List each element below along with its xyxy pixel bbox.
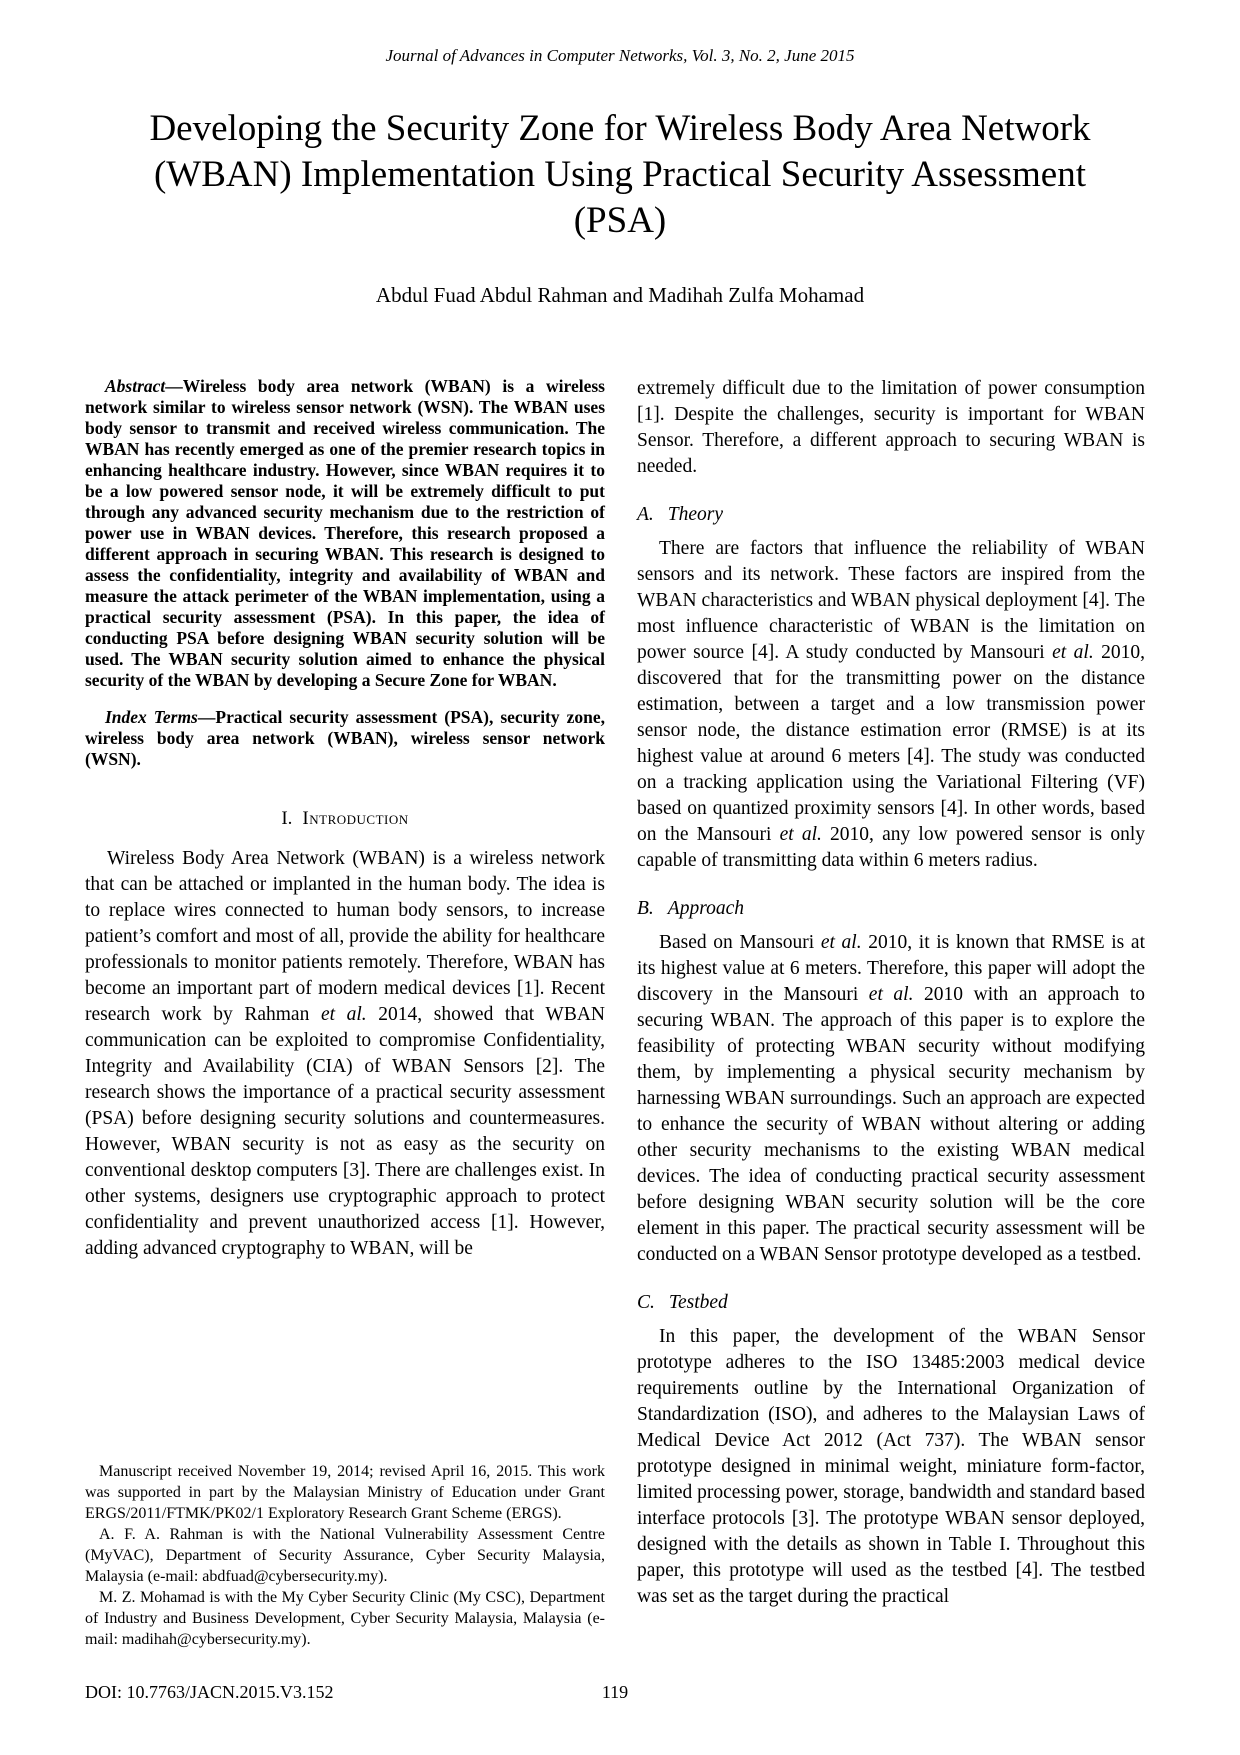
section-number: I. bbox=[281, 808, 293, 829]
section-title: Introduction bbox=[302, 808, 409, 829]
footnote-author-2: M. Z. Mohamad is with the My Cyber Security Clinic (My CSC), Department of Industry and Business Development, Cyber Security Malaysia, Malaysia (e-mail: madihah@cybersecurity.my). bbox=[85, 1589, 605, 1648]
abstract-label: Abstract bbox=[105, 376, 166, 396]
footnote-author-1: A. F. A. Rahman is with the National Vulnerability Assessment Centre (MyVAC), Department of Security Assurance, Cyber Security Malaysia, Malaysia (e-mail: abdfuad@cybersecurity.my). bbox=[85, 1526, 605, 1585]
journal-header: Journal of Advances in Computer Networks, Vol. 3, No. 2, June 2015 bbox=[385, 46, 855, 65]
index-terms-label: Index Terms bbox=[105, 707, 198, 727]
subsection-letter: B. bbox=[637, 898, 654, 919]
subsection-heading-approach bbox=[637, 898, 1145, 920]
index-terms-text: —Practical security assessment (PSA), security zone, wireless body area network (WBAN), wireless sensor network (WSN). bbox=[85, 707, 605, 769]
footnote-block bbox=[85, 1461, 605, 1650]
column-left bbox=[85, 376, 605, 1650]
column-right bbox=[637, 376, 1145, 1650]
subsection-letter: A. bbox=[637, 504, 654, 525]
two-column-body bbox=[85, 376, 1145, 1650]
testbed-paragraph: In this paper, the development of the WBAN Sensor prototype adheres to the ISO 13485:2003 medical device requirements outline by the International Organization of Standardization (ISO), and adheres to the Malaysian Laws of Medical Device Act 2012 (Act 737). The WBAN sensor prototype designed in minimal weight, miniature form-factor, limited processing power, storage, bandwidth and standard based interface protocols [3]. The prototype WBAN sensor deployed, designed with the details as shown in Table I. Throughout this paper, this prototype will used as the testbed [4]. The testbed was set as the target during the practical bbox=[637, 1326, 1145, 1607]
abstract-paragraph bbox=[85, 376, 605, 691]
abstract-text: —Wireless body area network (WBAN) is a wireless network similar to wireless sensor network (WSN). The WBAN uses body sensor to transmit and received wireless communication. The WBAN has recently emerged as one of the premier research topics in enhancing healthcare industry. However, since WBAN requires it to be a low powered sensor node, it will be extremely difficult to put through any advanced security mechanism due to the restriction of power use in WBAN devices. Therefore, this research proposed a different approach in securing WBAN. This research is designed to assess the confidentiality, integrity and availability of WBAN and measure the attack perimeter of the WBAN implementation, using a practical security assessment (PSA). In this paper, the idea of conducting PSA before designing WBAN security solution will be used. The WBAN security solution aimed to enhance the physical security of the WBAN by developing a Secure Zone for WBAN. bbox=[85, 376, 605, 690]
approach-paragraph: Based on Mansouri et al. 2010, it is known that RMSE is at its highest value at 6 meters. Therefore, this paper will adopt the discovery in the Mansouri et al. 2010 with an approach to securing WBAN. The approach of this paper is to explore the feasibility of protecting WBAN security without modifying them, by implementing a physical security mechanism by harnessing WBAN surroundings. Such an approach are expected to enhance the security of WBAN without altering or adding other security mechanisms to the existing WBAN medical devices. The idea of conducting practical security assessment before designing WBAN security solution will be the core element in this paper. The practical security assessment will be conducted on a WBAN Sensor prototype developed as a testbed. bbox=[637, 932, 1145, 1265]
paper-title: Developing the Security Zone for Wireless Body Area Network (WBAN) Implementation Using Practical Security Assessment (PSA) bbox=[149, 108, 1091, 241]
index-terms-paragraph bbox=[85, 707, 605, 770]
page-number: 119 bbox=[601, 1682, 629, 1702]
footer-doi: DOI: 10.7763/JACN.2015.V3.152 bbox=[85, 1682, 334, 1702]
authors-line: Abdul Fuad Abdul Rahman and Madihah Zulfa Mohamad bbox=[375, 283, 865, 307]
footnote-manuscript: Manuscript received November 19, 2014; revised April 16, 2015. This work was supported in part by the Malaysian Ministry of Education under Grant ERGS/2011/FTMK/PK02/1 Exploratory Research Grant Scheme (ERGS). bbox=[85, 1463, 605, 1522]
subsection-title: Theory bbox=[667, 504, 724, 525]
continuation-paragraph: extremely difficult due to the limitation of power consumption [1]. Despite the challenges, security is important for WBAN Sensor. Therefore, a different approach to securing WBAN is needed. bbox=[637, 378, 1145, 477]
subsection-title: Approach bbox=[667, 898, 744, 919]
subsection-heading-testbed bbox=[637, 1292, 1145, 1314]
theory-paragraph: There are factors that influence the reliability of WBAN sensors and its network. These factors are inspired from the WBAN characteristics and WBAN physical deployment [4]. The most influence characteristic of WBAN is the limitation on power source [4]. A study conducted by Mansouri et al. 2010, discovered that for the transmitting power on the distance estimation, between a target and a low transmission power sensor node, the distance estimation error (RMSE) is at its highest value at around 6 meters [4]. The study was conducted on a tracking application using the Variational Filtering (VF) based on quantized proximity sensors [4]. In other words, based on the Mansouri et al. 2010, any low powered sensor is only capable of transmitting data within 6 meters radius. bbox=[637, 538, 1145, 871]
subsection-heading-theory bbox=[637, 504, 1145, 526]
section-heading-introduction bbox=[85, 808, 605, 830]
subsection-letter: C. bbox=[637, 1292, 655, 1313]
introduction-paragraph: Wireless Body Area Network (WBAN) is a wireless network that can be attached or implanted in the human body. The idea is to replace wires connected to human body sensors, to increase patient’s comfort and most of all, provide the ability for healthcare professionals to monitor patients remotely. Therefore, WBAN has become an important part of modern medical devices [1]. Recent research work by Rahman et al. 2014, showed that WBAN communication can be exploited to compromise Confidentiality, Integrity and Availability (CIA) of WBAN Sensors [2]. The research shows the importance of a practical security assessment (PSA) before designing security solutions and countermeasures. However, WBAN security is not as easy as the security on conventional desktop computers [3]. There are challenges exist. In other systems, designers use cryptographic approach to protect confidentiality and prevent unauthorized access [1]. However, adding advanced cryptography to WBAN, will be bbox=[85, 848, 606, 1259]
subsection-title: Testbed bbox=[668, 1292, 728, 1313]
